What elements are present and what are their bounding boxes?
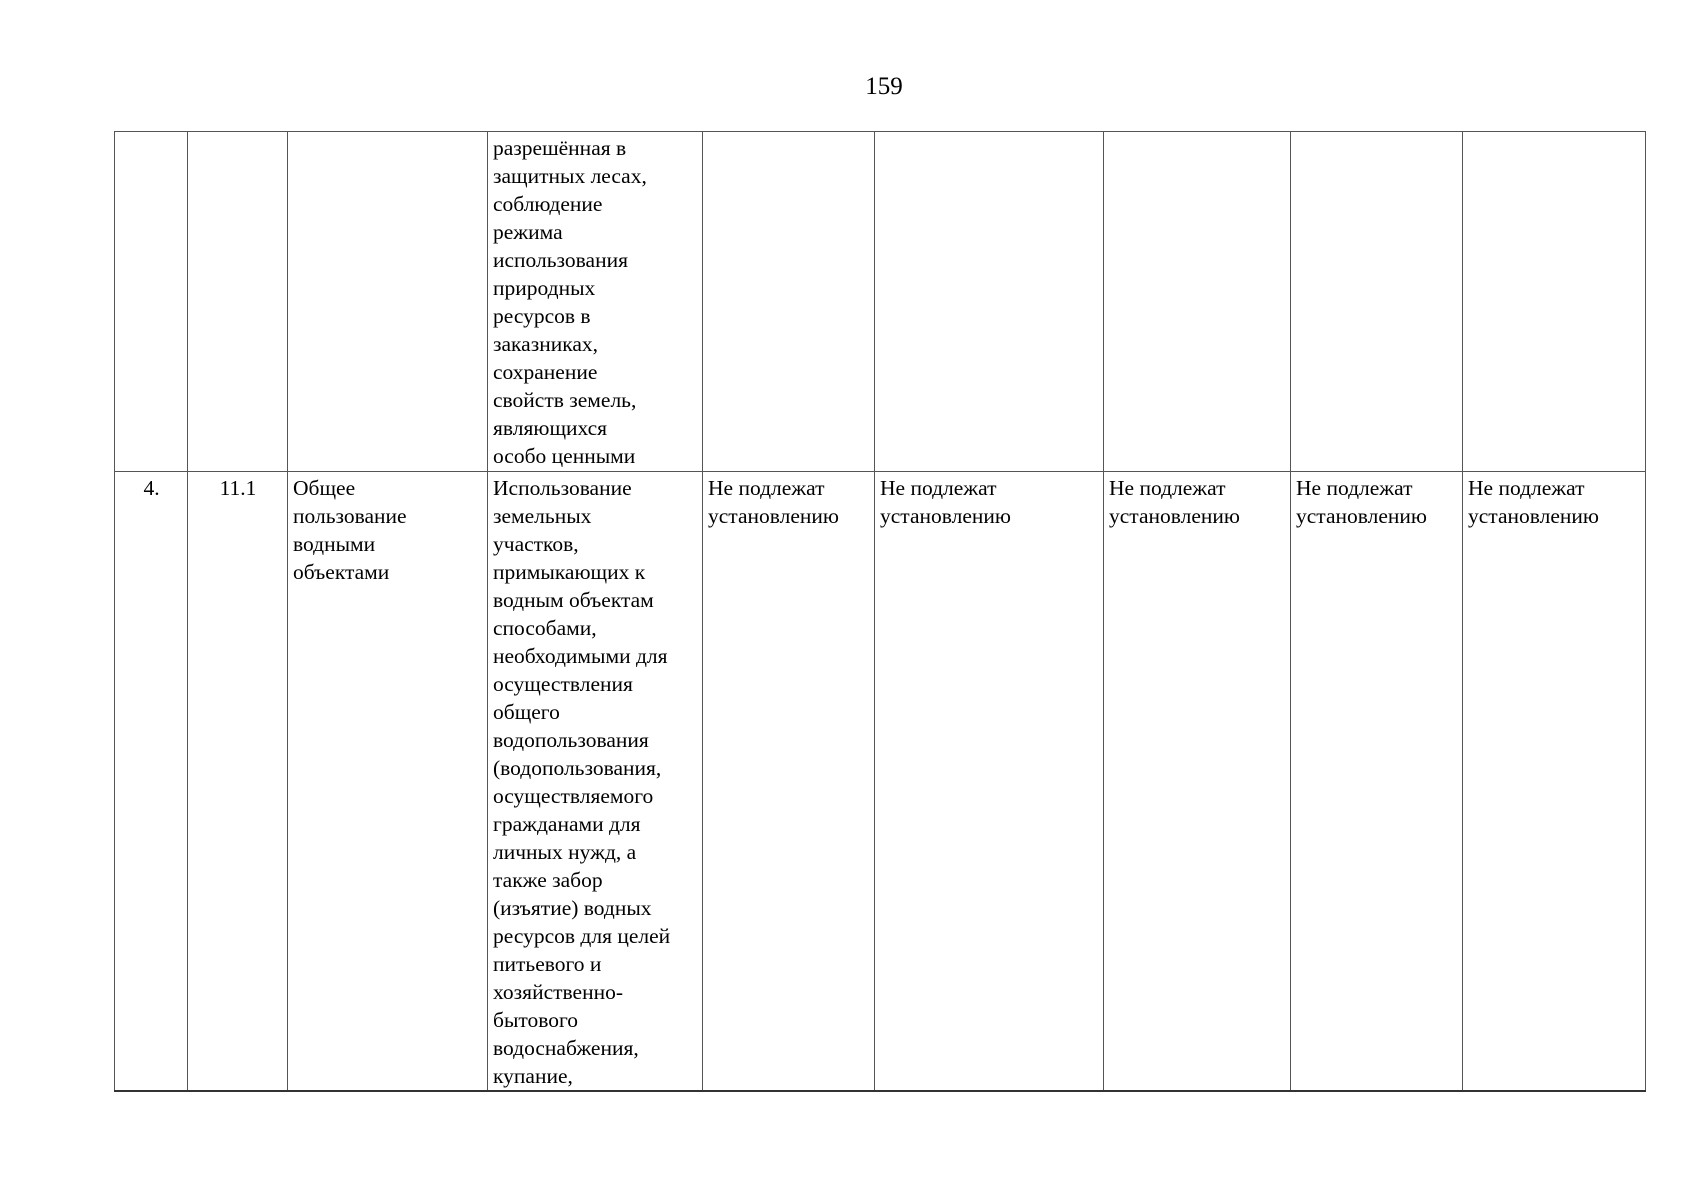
parameter-cell [1104,132,1291,472]
table-row [115,132,1646,472]
parameter-cell: Не подлежат установлению [1463,472,1646,1092]
use-name-cell: Общее пользование водными объектами [288,472,488,1092]
parameter-cell [703,132,875,472]
use-description-cell: Использование земельных участков, примыкающих к водным объектам способами, необходимыми для осуществления общего водопользования (водопользования, осуществляемого гражданами для личных нужд, а также забор (изъятие) водных ресурсов для целей питьевого и хозяйственно- бытового водоснабжения, купание, [488,472,703,1092]
parameter-cell: Не подлежат установлению [1291,472,1463,1092]
parameter-cell: Не подлежат установлению [1104,472,1291,1092]
row-number-cell: 4. [115,472,188,1092]
page-number: 159 [865,73,903,100]
use-description-cell: разрешённая в защитных лесах, соблюдение режима использования природных ресурсов в заказниках, сохранение свойств земель, являющихся особо ценными [488,132,703,472]
parameter-cell [1463,132,1646,472]
parameter-cell: Не подлежат установлению [703,472,875,1092]
parameter-cell: Не подлежат установлению [875,472,1104,1092]
row-number-cell [115,132,188,472]
parameter-cell [875,132,1104,472]
table-row [115,472,1646,1092]
use-name-cell [288,132,488,472]
land-use-table [114,131,1646,1092]
parameter-cell [1291,132,1463,472]
use-code-cell: 11.1 [188,472,288,1092]
use-code-cell [188,132,288,472]
